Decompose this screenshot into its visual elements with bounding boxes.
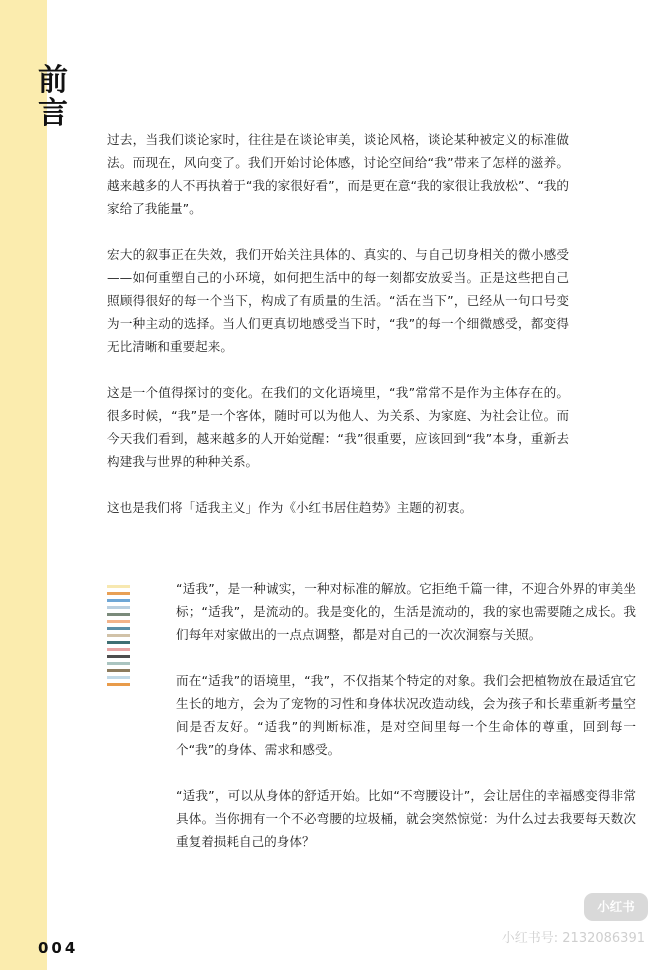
quote-text — [176, 577, 636, 876]
intro-text — [107, 128, 569, 542]
quote-paragraph: “适我”，是一种诚实，一种对标准的解放。它拒绝千篇一律，不迎合外界的审美坐标；“适我”，是流动的。我是变化的，生活是流动的，我的家也需要随之成长。我们每年对家做出的一点点调整，都是对自己的一次次洞察与关照。 — [176, 581, 636, 642]
color-stripe — [107, 599, 130, 602]
color-stripe — [107, 620, 130, 623]
quote-paragraph: “适我”，可以从身体的舒适开始。比如“不弯腰设计”，会让居住的幸福感变得非常具体。当你拥有一个不必弯腰的垃圾桶，就会突然惊觉：为什么过去我要每天数次重复着损耗自己的身体？ — [176, 788, 636, 849]
color-stripe — [107, 655, 130, 658]
color-stripe — [107, 676, 130, 679]
color-stripe — [107, 669, 130, 672]
side-color-band — [0, 0, 47, 970]
intro-paragraph: 过去，当我们谈论家时，往往是在谈论审美，谈论风格，谈论某种被定义的标准做法。而现在，风向变了。我们开始讨论体感，讨论空间给“我”带来了怎样的滋养。越来越多的人不再执着于“我的家很好看”，而是更在意“我的家很让我放松”、“我的家给了我能量”。 — [107, 132, 569, 216]
color-stripe — [107, 662, 130, 665]
color-stripe — [107, 592, 130, 595]
color-stripe — [107, 683, 130, 686]
watermark-id: 小红书号: 2132086391 — [501, 931, 645, 946]
intro-paragraph: 宏大的叙事正在失效，我们开始关注具体的、真实的、与自己切身相关的微小感受——如何重塑自己的小环境，如何把生活中的每一刻都安放妥当。正是这些把自己照顾得很好的每一个当下，构成了有质量的生活。“活在当下”，已经从一句口号变为一种主动的选择。当人们更真切地感受当下时，“我”的每一个细微感受，都变得无比清晰和重要起来。 — [107, 247, 569, 354]
color-stripe — [107, 585, 130, 588]
color-stripe — [107, 627, 130, 630]
intro-paragraph: 这也是我们将「适我主义」作为《小红书居住趋势》主题的初衷。 — [107, 500, 473, 515]
color-stripe — [107, 613, 130, 616]
color-stripe — [107, 641, 130, 644]
color-stripe — [107, 634, 130, 637]
quote-paragraph: 而在“适我”的语境里，“我”，不仅指某个特定的对象。我们会把植物放在最适宜它生长的地方，会为了宠物的习性和身体状况改造动线，会为孩子和长辈重新考量空间是否友好。“适我”的判断标准，是对空间里每一个生命体的尊重，回到每一个“我”的身体、需求和感受。 — [176, 673, 636, 757]
watermark-logo: 小红书 — [584, 893, 648, 921]
intro-paragraph: 这是一个值得探讨的变化。在我们的文化语境里，“我”常常不是作为主体存在的。很多时候，“我”是一个客体，随时可以为他人、为关系、为家庭、为社会让位。而今天我们看到，越来越多的人开始觉醒：“我”很重要，应该回到“我”本身，重新去构建我与世界的种种关系。 — [107, 385, 569, 469]
page-number: 004 — [38, 939, 79, 957]
page-heading: 前言 — [38, 63, 68, 131]
decorative-color-stripes — [107, 585, 130, 690]
color-stripe — [107, 648, 130, 651]
color-stripe — [107, 606, 130, 609]
